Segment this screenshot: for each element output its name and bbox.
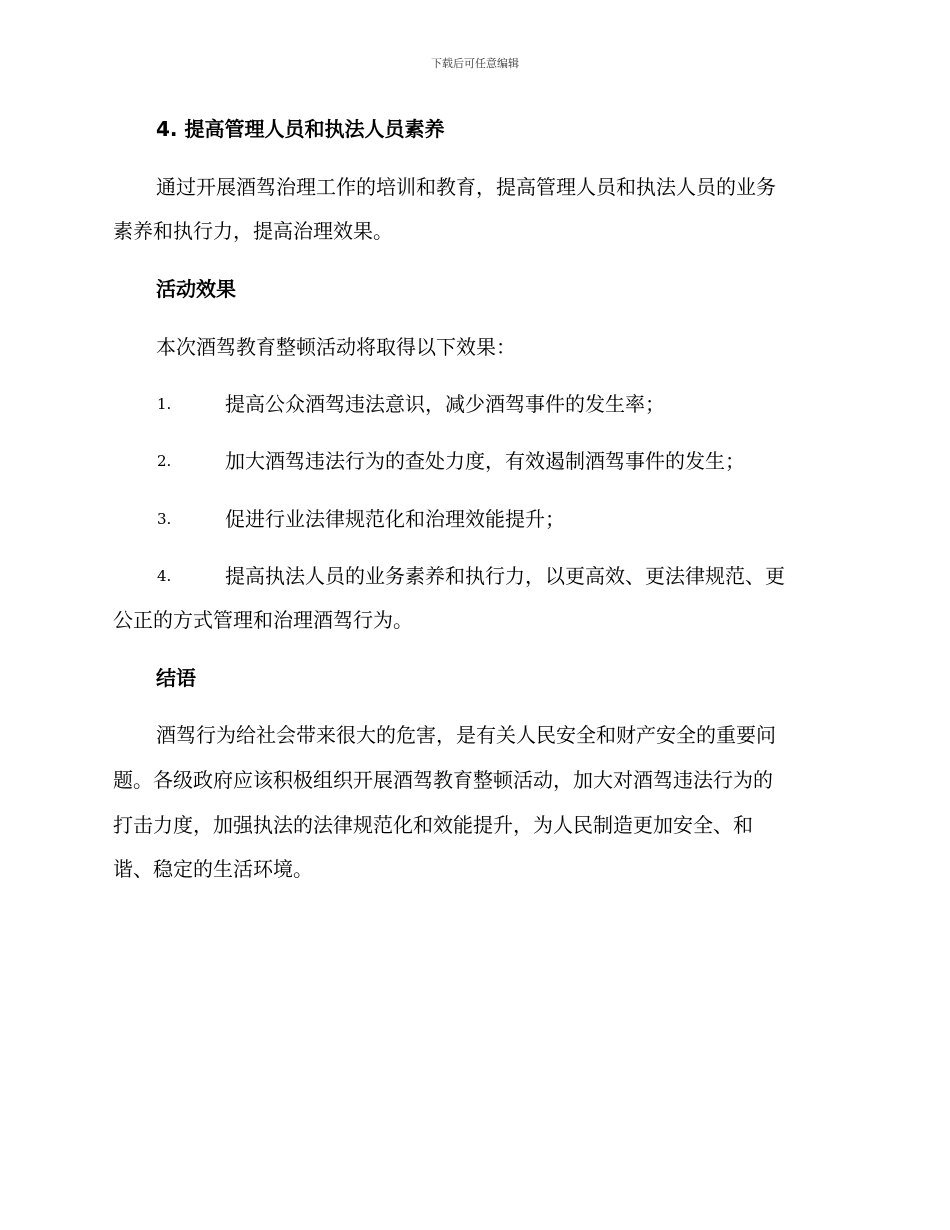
section-4-paragraph-line-1: 通过开展酒驾治理工作的培训和教育，提高管理人员和执法人员的业务 [156, 175, 776, 199]
effects-heading: 活动效果 [156, 277, 236, 301]
effects-item-3-text: 促进行业法律规范化和治理效能提升； [225, 507, 565, 531]
section-4-paragraph-line-2: 素养和执行力，提高治理效果。 [113, 219, 393, 243]
effects-item-4-continuation: 公正的方式管理和治理酒驾行为。 [113, 608, 413, 632]
effects-item-1-text: 提高公众酒驾违法意识，减少酒驾事件的发生率； [225, 392, 665, 416]
effects-item-4-number: 4. [157, 567, 172, 585]
effects-item-1-number: 1. [157, 395, 172, 413]
conclusion-line-1: 酒驾行为给社会带来很大的危害，是有关人民安全和财产安全的重要问 [156, 723, 776, 747]
effects-item-2-number: 2. [157, 452, 172, 470]
conclusion-heading: 结语 [156, 666, 196, 690]
effects-item-2-text: 加大酒驾违法行为的查处力度，有效遏制酒驾事件的发生； [225, 449, 745, 473]
section-4-heading: 4. 提高管理人员和执法人员素养 [156, 117, 445, 141]
conclusion-line-3: 打击力度，加强执法的法律规范化和效能提升，为人民制造更加安全、和 [113, 813, 753, 837]
effects-intro: 本次酒驾教育整顿活动将取得以下效果： [156, 335, 516, 359]
effects-item-3-number: 3. [157, 510, 172, 528]
effects-item-4-text: 提高执法人员的业务素养和执行力，以更高效、更法律规范、更 [225, 564, 785, 588]
conclusion-line-2: 题。各级政府应该积极组织开展酒驾教育整顿活动，加大对酒驾违法行为的 [113, 768, 773, 792]
page-header-note: 下载后可任意编辑 [431, 57, 519, 70]
conclusion-line-4: 谐、稳定的生活环境。 [113, 857, 313, 881]
